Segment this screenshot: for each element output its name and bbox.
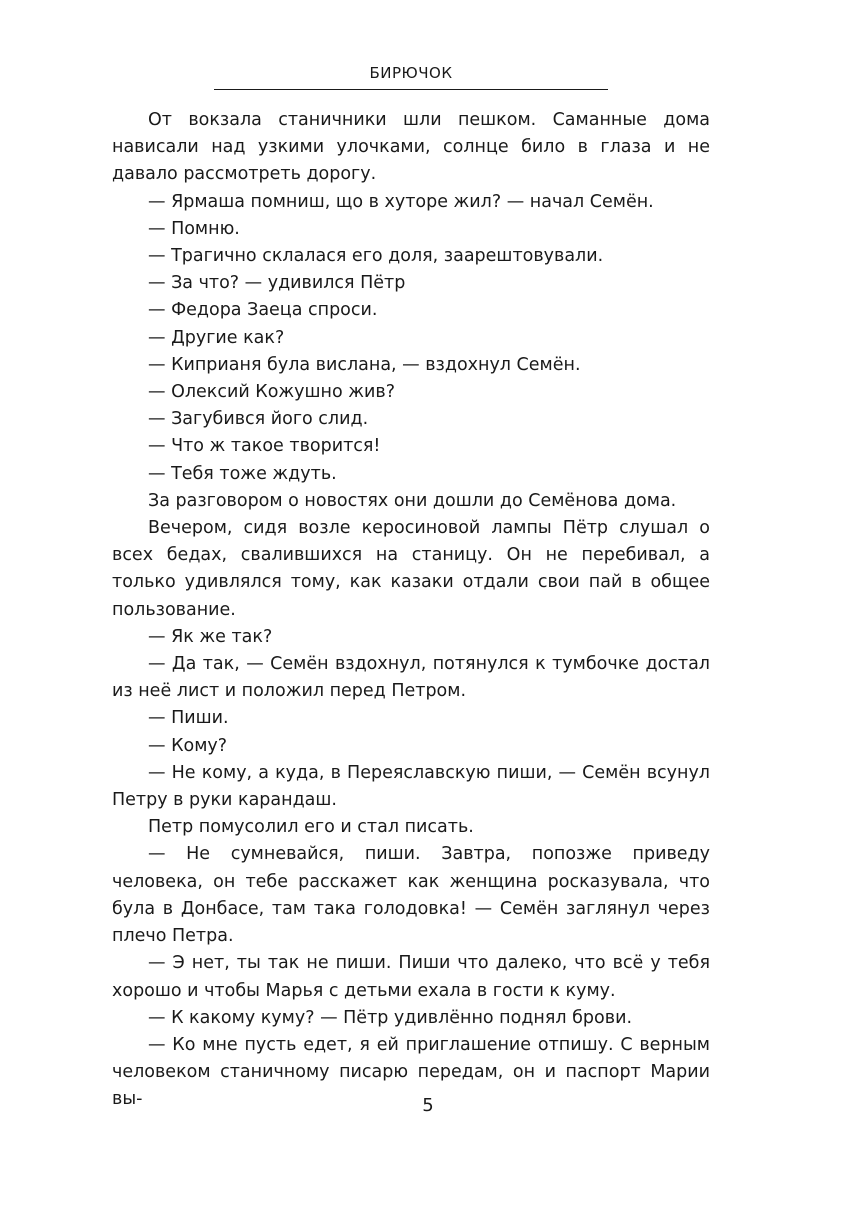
paragraph: — Другие как?: [148, 327, 285, 348]
page-number: 5: [422, 1095, 434, 1116]
paragraph: — Ярмаша помниш, що в хуторе жил? — начал Семён.: [148, 191, 654, 212]
paragraph: От вокзала станичники шли пешком. Саманные дома нависали над узкими улочками, солнце било в глаза и не давало рассмотреть дорогу.: [112, 110, 710, 185]
paragraph: — Тебя тоже ждуть.: [148, 463, 337, 484]
paragraph: — Трагично склалася его доля, заарештовували.: [148, 246, 604, 267]
paragraph: — За что? — удивился Пётр: [148, 273, 406, 294]
paragraph: — Помню.: [148, 218, 240, 239]
paragraph: — К какому куму? — Пётр удивлённо поднял брови.: [148, 1007, 633, 1028]
paragraph: За разговором о новостях они дошли до Семёнова дома.: [148, 490, 677, 511]
paragraph: — Да так, — Семён вздохнул, потянулся к тумбочке достал из неё лист и положил перед Петром.: [112, 654, 710, 702]
paragraph: — Что ж такое творится!: [148, 436, 381, 457]
paragraph: — Олексий Кожушно жив?: [148, 382, 396, 403]
running-head-title: БИРЮЧОК: [369, 64, 453, 82]
paragraph: — Э нет, ты так не пиши. Пиши что далеко, что всё у тебя хорошо и чтобы Марья с детьми ехала в гости к куму.: [112, 953, 710, 1001]
header-rule: [214, 89, 608, 90]
paragraph: — Киприаня була вислана, — вздохнул Семён.: [148, 354, 581, 375]
paragraph: — Кому?: [148, 735, 228, 756]
paragraph: — Федора Заеца спроси.: [148, 300, 378, 321]
body-text: [112, 107, 710, 1114]
paragraph: — Не сумневайся, пиши. Завтра, попозже приведу человека, он тебе расскажет как женщина росказувала, что була в Донбасе, там така голодовка! — Семён заглянул через плечо Петра.: [112, 844, 710, 947]
paragraph: Петр помусолил его и стал писать.: [148, 817, 474, 838]
paragraph: — Пиши.: [148, 708, 229, 729]
paragraph: — Загубився його слид.: [148, 409, 369, 430]
paragraph: — Як же так?: [148, 626, 273, 647]
paragraph: — Ко мне пусть едет, я ей приглашение отпишу. С верным человеком станичному писарю передам, он и паспорт Марии вы-: [112, 1034, 710, 1110]
paragraph: — Не кому, а куда, в Переяславскую пиши, — Семён всунул Петру в руки карандаш.: [112, 762, 710, 811]
paragraph: Вечером, сидя возле керосиновой лампы Пётр слушал о всех бедах, свалившихся на станицу. Он не перебивал, а только удивлялся тому, как казаки отдали свои пай в общее пользование.: [112, 518, 710, 620]
